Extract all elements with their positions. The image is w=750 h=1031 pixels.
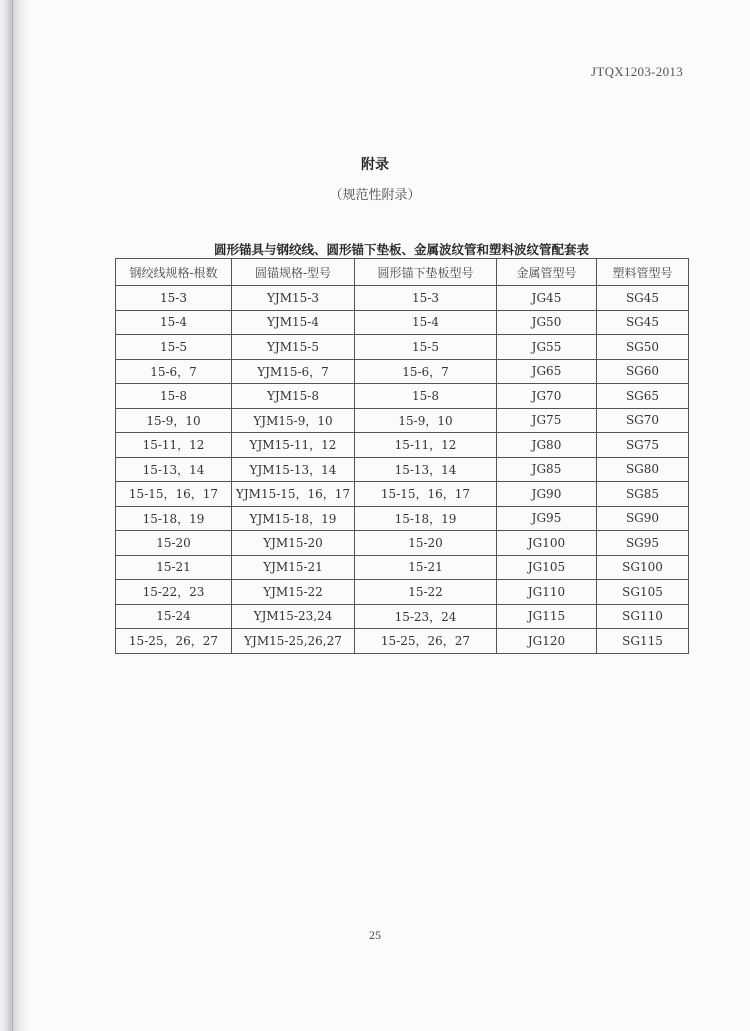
- cell-metal-duct-model: JG115: [497, 604, 597, 629]
- table-row: [116, 604, 689, 629]
- cell-metal-duct-model: JG105: [497, 555, 597, 580]
- cell-anchor-model: YJM15-5: [232, 335, 355, 360]
- table-row: [116, 555, 689, 580]
- column-header-plastic-duct-model: 塑料管型号: [597, 259, 689, 286]
- cell-anchor-model: YJM15-6，7: [232, 359, 355, 384]
- cell-plastic-duct-model: SG85: [597, 482, 689, 507]
- cell-strand-spec: 15-5: [116, 335, 232, 360]
- cell-anchor-model: YJM15-25,26,27: [232, 629, 355, 654]
- table-row: [116, 531, 689, 556]
- table-header-row: [116, 259, 689, 286]
- cell-metal-duct-model: JG50: [497, 310, 597, 335]
- cell-bearing-plate-model: 15-6，7: [355, 359, 497, 384]
- cell-anchor-model: YJM15-23,24: [232, 604, 355, 629]
- table-row: [116, 335, 689, 360]
- cell-strand-spec: 15-21: [116, 555, 232, 580]
- cell-plastic-duct-model: SG95: [597, 531, 689, 556]
- cell-anchor-model: YJM15-11，12: [232, 433, 355, 458]
- cell-strand-spec: 15-8: [116, 384, 232, 409]
- cell-plastic-duct-model: SG75: [597, 433, 689, 458]
- column-header-strand-spec: 钢绞线规格-根数: [116, 259, 232, 286]
- cell-anchor-model: YJM15-9，10: [232, 408, 355, 433]
- cell-metal-duct-model: JG110: [497, 580, 597, 605]
- cell-metal-duct-model: JG75: [497, 408, 597, 433]
- cell-bearing-plate-model: 15-5: [355, 335, 497, 360]
- cell-anchor-model: YJM15-18，19: [232, 506, 355, 531]
- table-row: [116, 506, 689, 531]
- document-code: JTQX1203-2013: [590, 64, 683, 79]
- cell-bearing-plate-model: 15-18，19: [355, 506, 497, 531]
- cell-metal-duct-model: JG90: [497, 482, 597, 507]
- column-header-bearing-plate-model: 圆形锚下垫板型号: [355, 259, 497, 286]
- cell-strand-spec: 15-15，16，17: [116, 482, 232, 507]
- cell-plastic-duct-model: SG100: [597, 555, 689, 580]
- cell-strand-spec: 15-18，19: [116, 506, 232, 531]
- matching-table: [115, 258, 689, 654]
- cell-bearing-plate-model: 15-21: [355, 555, 497, 580]
- cell-metal-duct-model: JG70: [497, 384, 597, 409]
- cell-metal-duct-model: JG95: [497, 506, 597, 531]
- cell-plastic-duct-model: SG105: [597, 580, 689, 605]
- page-number: 25: [369, 928, 381, 942]
- cell-metal-duct-model: JG80: [497, 433, 597, 458]
- cell-anchor-model: YJM15-20: [232, 531, 355, 556]
- cell-plastic-duct-model: SG70: [597, 408, 689, 433]
- cell-bearing-plate-model: 15-8: [355, 384, 497, 409]
- cell-metal-duct-model: JG100: [497, 531, 597, 556]
- column-header-metal-duct-model: 金属管型号: [497, 259, 597, 286]
- table-row: [116, 384, 689, 409]
- cell-plastic-duct-model: SG45: [597, 310, 689, 335]
- cell-anchor-model: YJM15-8: [232, 384, 355, 409]
- cell-bearing-plate-model: 15-3: [355, 286, 497, 311]
- table-row: [116, 433, 689, 458]
- cell-strand-spec: 15-4: [116, 310, 232, 335]
- cell-bearing-plate-model: 15-22: [355, 580, 497, 605]
- table-row: [116, 408, 689, 433]
- cell-strand-spec: 15-22，23: [116, 580, 232, 605]
- cell-strand-spec: 15-9，10: [116, 408, 232, 433]
- table-title: 圆形锚具与钢绞线、圆形锚下垫板、金属波纹管和塑料波纹管配套表: [213, 242, 589, 257]
- cell-plastic-duct-model: SG110: [597, 604, 689, 629]
- cell-metal-duct-model: JG65: [497, 359, 597, 384]
- table-row: [116, 310, 689, 335]
- cell-anchor-model: YJM15-3: [232, 286, 355, 311]
- table-row: [116, 286, 689, 311]
- appendix-subtitle: （规范性附录）: [329, 188, 421, 203]
- cell-plastic-duct-model: SG80: [597, 457, 689, 482]
- cell-anchor-model: YJM15-21: [232, 555, 355, 580]
- table-row: [116, 359, 689, 384]
- column-header-anchor-model: 圆锚规格-型号: [232, 259, 355, 286]
- cell-strand-spec: 15-24: [116, 604, 232, 629]
- cell-metal-duct-model: JG85: [497, 457, 597, 482]
- cell-strand-spec: 15-20: [116, 531, 232, 556]
- cell-anchor-model: YJM15-13，14: [232, 457, 355, 482]
- cell-metal-duct-model: JG55: [497, 335, 597, 360]
- table-row: [116, 482, 689, 507]
- cell-bearing-plate-model: 15-15，16，17: [355, 482, 497, 507]
- cell-strand-spec: 15-11，12: [116, 433, 232, 458]
- cell-anchor-model: YJM15-22: [232, 580, 355, 605]
- table-row: [116, 580, 689, 605]
- cell-anchor-model: YJM15-4: [232, 310, 355, 335]
- cell-strand-spec: 15-6，7: [116, 359, 232, 384]
- cell-plastic-duct-model: SG50: [597, 335, 689, 360]
- table-row: [116, 457, 689, 482]
- cell-metal-duct-model: JG45: [497, 286, 597, 311]
- cell-strand-spec: 15-13，14: [116, 457, 232, 482]
- cell-strand-spec: 15-25，26，27: [116, 629, 232, 654]
- table-row: [116, 629, 689, 654]
- cell-plastic-duct-model: SG60: [597, 359, 689, 384]
- cell-bearing-plate-model: 15-23，24: [355, 604, 497, 629]
- cell-bearing-plate-model: 15-9，10: [355, 408, 497, 433]
- cell-anchor-model: YJM15-15，16，17: [232, 482, 355, 507]
- cell-strand-spec: 15-3: [116, 286, 232, 311]
- appendix-title: 附录: [361, 157, 389, 173]
- cell-metal-duct-model: JG120: [497, 629, 597, 654]
- cell-plastic-duct-model: SG90: [597, 506, 689, 531]
- cell-bearing-plate-model: 15-25，26，27: [355, 629, 497, 654]
- cell-plastic-duct-model: SG115: [597, 629, 689, 654]
- cell-bearing-plate-model: 15-4: [355, 310, 497, 335]
- cell-bearing-plate-model: 15-11，12: [355, 433, 497, 458]
- cell-plastic-duct-model: SG65: [597, 384, 689, 409]
- cell-bearing-plate-model: 15-20: [355, 531, 497, 556]
- cell-plastic-duct-model: SG45: [597, 286, 689, 311]
- cell-bearing-plate-model: 15-13，14: [355, 457, 497, 482]
